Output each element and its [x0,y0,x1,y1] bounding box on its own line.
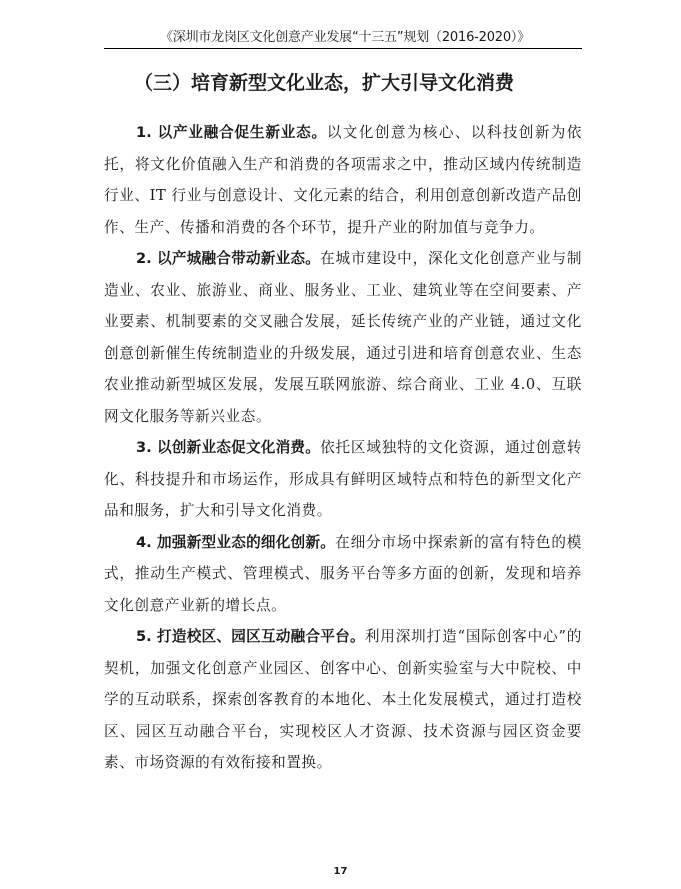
paragraph-lead: 4. 加强新型业态的细化创新。 [136,533,336,551]
paragraph-text: 利用深圳打造“国际创客中心”的契机，加强文化创意产业园区、创客中心、创新实验室与大中院校、中学的互动联系，探索创客教育的本地化、本土化发展模式，通过打造校区、园区互动融合平台，实现校区人才资源、技术资源与园区资金要素、市场资源的有效衔接和置换。 [104,628,582,771]
paragraph-lead: 5. 打造校区、园区互动融合平台。 [136,628,365,645]
section-heading: （三）培育新型文化业态，扩大引导文化消费 [134,72,515,94]
paragraph-lead: 1. 以产业融合促生新业态。 [136,124,327,141]
paragraph-3 [104,432,582,527]
document-body [104,117,582,779]
paragraph-1 [104,117,582,243]
page-number: 17 [333,866,348,877]
paragraph-5 [104,621,582,779]
paragraph-text: 以文化创意为核心、以科技创新为依托，将文化价值融入生产和消费的各项需求之中，推动区域内传统制造行业、IT 行业与创意设计、文化元素的结合，利用创意创新改造产品创作、生产、传播和消费的各个环节，提升产业的附加值与竞争力。 [104,124,582,236]
paragraph-2 [104,243,582,432]
paragraph-lead: 3. 以创新业态促文化消费。 [136,439,321,456]
header-rule [104,48,582,49]
paragraph-4 [104,527,582,622]
running-header: 《深圳市龙岗区文化创意产业发展“十三五”规划（2016-2020）》 [159,30,531,45]
paragraph-text: 依托区域独特的文化资源，通过创意转化、科技提升和市场运作，形成具有鲜明区域特点和特色的新型文化产品和服务，扩大和引导文化消费。 [104,439,583,519]
paragraph-lead: 2. 以产城融合带动新业态。 [136,250,321,267]
paragraph-text: 在城市建设中，深化文化创意产业与制造业、农业、旅游业、商业、服务业、工业、建筑业等在空间要素、产业要素、机制要素的交叉融合发展，延长传统产业的产业链，通过文化创意创新催生传统制造业的升级发展，通过引进和培育创意农业、生态农业推动新型城区发展，发展互联网旅游、综合商业、工业 4.0、互联网文化服务等新兴业态。 [104,250,583,425]
paragraph-text: 在细分市场中探索新的富有特色的模式，推动生产模式、管理模式、服务平台等多方面的创新，发现和培养文化创意产业新的增长点。 [104,533,582,614]
